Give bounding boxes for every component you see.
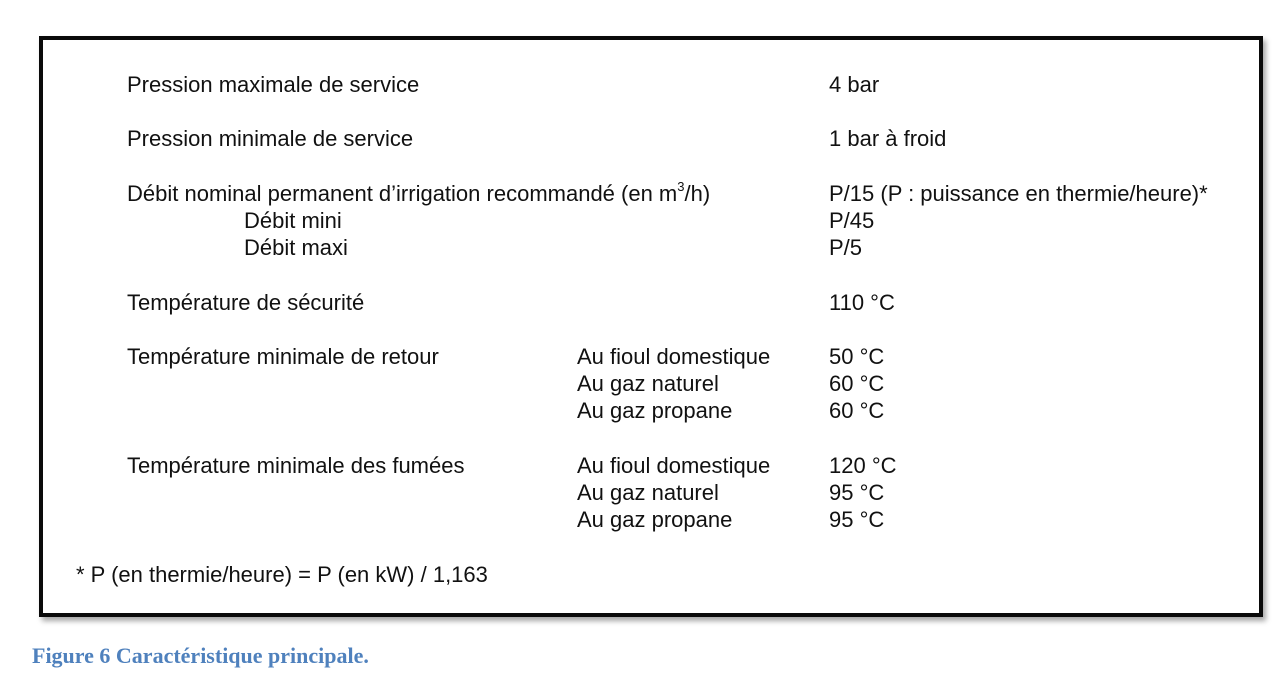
debit-mini-value: P/45	[829, 208, 875, 233]
temp-fumees-fuel: Au gaz naturel	[577, 480, 719, 505]
pmax-value: 4 bar	[829, 72, 880, 97]
debit-maxi-value: P/5	[829, 235, 863, 260]
footnote: * P (en thermie/heure) = P (en kW) / 1,163	[76, 562, 488, 587]
temp-retour-value: 60 °C	[829, 371, 885, 396]
temp-retour-fuel: Au fioul domestique	[577, 344, 771, 369]
debit-label: Débit nominal permanent d’irrigation recommandé (en $m^3/h$)	[127, 178, 711, 206]
temp-retour-fuel: Au gaz propane	[577, 398, 733, 423]
temp-fumees-fuel: Au gaz propane	[577, 507, 733, 532]
debit-label-superscript: 3	[677, 178, 685, 194]
temp-fumees-value: 95 °C	[829, 507, 885, 532]
temp-securite-value: 110 °C	[829, 290, 895, 315]
pmin-value: 1 bar à froid	[829, 126, 947, 151]
temp-securite-label: Température de sécurité	[127, 290, 365, 315]
temp-retour-value: 50 °C	[829, 344, 885, 369]
debit-value: P/15 (P : puissance en thermie/heure)*	[829, 181, 1208, 206]
figure-caption: Figure 6 Caractéristique principale.	[32, 643, 369, 668]
debit-maxi-label: Débit maxi	[244, 235, 348, 260]
temp-fumees-value: 95 °C	[829, 480, 885, 505]
debit-mini-label: Débit mini	[244, 208, 342, 233]
pmax-label: Pression maximale de service	[127, 72, 420, 97]
temp-fumees-value: 120 °C	[829, 453, 897, 478]
pmin-label: Pression minimale de service	[127, 126, 414, 151]
temp-retour-fuel: Au gaz naturel	[577, 371, 719, 396]
temp-fumees-label: Température minimale des fumées	[127, 453, 465, 478]
temp-fumees-fuel: Au fioul domestique	[577, 453, 771, 478]
temp-retour-value: 60 °C	[829, 398, 885, 423]
temp-retour-label: Température minimale de retour	[127, 344, 439, 369]
